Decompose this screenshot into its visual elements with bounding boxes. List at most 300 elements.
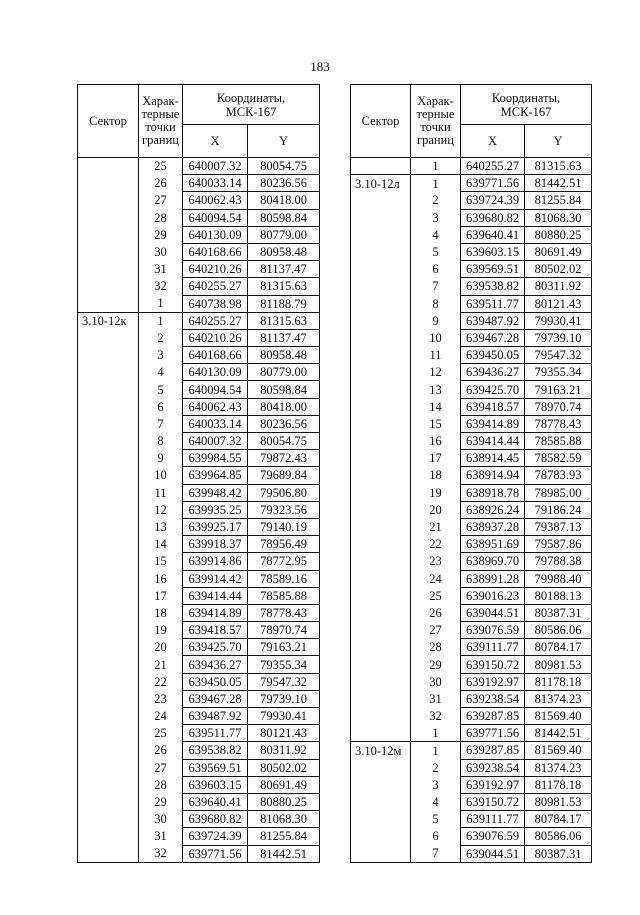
x-coordinate-cell: 638991.28 — [461, 570, 525, 587]
point-number-cell: 28 — [139, 776, 183, 793]
y-coordinate-cell: 79140.19 — [248, 518, 320, 535]
point-number-cell: 1 — [411, 742, 461, 759]
x-coordinate-cell: 639111.77 — [461, 811, 525, 828]
table-row — [351, 381, 592, 398]
point-number-cell: 21 — [411, 518, 461, 535]
x-coordinate-cell: 639150.72 — [461, 793, 525, 810]
x-coordinate-cell: 639414.89 — [461, 415, 525, 432]
y-coordinate-cell: 81315.63 — [248, 278, 320, 295]
x-coordinate-cell: 640168.66 — [183, 243, 248, 260]
point-number-cell: 32 — [411, 708, 461, 725]
y-coordinate-cell: 81569.40 — [525, 742, 592, 759]
header-characteristic-points: Харак- терные точки границ — [411, 85, 461, 158]
table-row — [78, 398, 320, 415]
point-number-cell: 11 — [139, 484, 183, 501]
point-number-cell: 9 — [411, 312, 461, 329]
sector-cell — [351, 759, 411, 776]
x-coordinate-cell: 639603.15 — [461, 243, 525, 260]
table-row — [78, 742, 320, 759]
y-coordinate-cell: 80880.25 — [525, 226, 592, 243]
sector-cell — [78, 209, 139, 226]
table-row — [351, 690, 592, 707]
x-coordinate-cell: 639044.51 — [461, 604, 525, 621]
point-number-cell: 17 — [411, 450, 461, 467]
x-coordinate-cell: 640168.66 — [183, 347, 248, 364]
table-row — [78, 312, 320, 329]
sector-cell — [78, 243, 139, 260]
table-row — [351, 673, 592, 690]
y-coordinate-cell: 79587.86 — [525, 536, 592, 553]
point-number-cell: 17 — [139, 587, 183, 604]
x-coordinate-cell: 639487.92 — [461, 312, 525, 329]
x-coordinate-cell: 639925.17 — [183, 518, 248, 535]
sector-cell — [78, 793, 139, 810]
x-coordinate-cell: 639680.82 — [461, 209, 525, 226]
table-row — [351, 622, 592, 639]
x-coordinate-cell: 638914.45 — [461, 450, 525, 467]
point-number-cell: 2 — [411, 759, 461, 776]
y-coordinate-cell: 80784.17 — [525, 811, 592, 828]
table-row — [78, 158, 320, 175]
sector-cell — [351, 484, 411, 501]
x-coordinate-cell: 640062.43 — [183, 398, 248, 415]
y-coordinate-cell: 81178.18 — [525, 673, 592, 690]
x-coordinate-cell: 639487.92 — [183, 708, 248, 725]
x-coordinate-cell: 639511.77 — [461, 295, 525, 312]
x-coordinate-cell: 639414.89 — [183, 604, 248, 621]
header-coordinates: Координаты, МСК-167 — [461, 85, 592, 125]
x-coordinate-cell: 640007.32 — [183, 158, 248, 175]
sector-cell: 3.10-12л — [351, 175, 411, 192]
header-sector: Сектор — [351, 85, 411, 158]
sector-cell — [78, 381, 139, 398]
sector-cell — [351, 415, 411, 432]
y-coordinate-cell: 81137.47 — [248, 329, 320, 346]
point-number-cell: 7 — [411, 278, 461, 295]
point-number-cell: 11 — [411, 347, 461, 364]
table-row — [351, 759, 592, 776]
x-coordinate-cell: 640033.14 — [183, 175, 248, 192]
table-row — [78, 587, 320, 604]
table-row — [351, 845, 592, 862]
y-coordinate-cell: 80981.53 — [525, 656, 592, 673]
table-row — [78, 484, 320, 501]
table-row — [78, 776, 320, 793]
sector-cell — [78, 639, 139, 656]
y-coordinate-cell: 80958.48 — [248, 243, 320, 260]
table-row — [351, 261, 592, 278]
y-coordinate-cell: 78778.43 — [525, 415, 592, 432]
table-row — [78, 553, 320, 570]
point-number-cell: 18 — [139, 604, 183, 621]
sector-cell — [351, 828, 411, 845]
header-x: X — [461, 125, 525, 158]
sector-cell — [351, 845, 411, 862]
point-number-cell: 20 — [411, 501, 461, 518]
sector-cell — [78, 450, 139, 467]
table-row — [78, 518, 320, 535]
x-coordinate-cell: 639150.72 — [461, 656, 525, 673]
sector-cell — [78, 295, 139, 312]
table-row — [78, 501, 320, 518]
x-coordinate-cell: 638926.24 — [461, 501, 525, 518]
table-row — [78, 673, 320, 690]
x-coordinate-cell: 640255.27 — [183, 312, 248, 329]
sector-cell — [78, 398, 139, 415]
y-coordinate-cell: 81068.30 — [525, 209, 592, 226]
y-coordinate-cell: 80236.56 — [248, 175, 320, 192]
y-coordinate-cell: 81315.63 — [525, 158, 592, 175]
x-coordinate-cell: 639044.51 — [461, 845, 525, 862]
header-sector: Сектор — [78, 85, 139, 158]
header-coordinates: Координаты, МСК-167 — [183, 85, 320, 125]
sector-cell — [78, 622, 139, 639]
x-coordinate-cell: 639771.56 — [461, 175, 525, 192]
x-coordinate-cell: 640094.54 — [183, 381, 248, 398]
table-row — [78, 295, 320, 312]
y-coordinate-cell: 80784.17 — [525, 639, 592, 656]
table-row — [351, 433, 592, 450]
point-number-cell: 23 — [139, 690, 183, 707]
x-coordinate-cell: 639948.42 — [183, 484, 248, 501]
point-number-cell: 3 — [411, 209, 461, 226]
sector-cell — [78, 433, 139, 450]
x-coordinate-cell: 640210.26 — [183, 329, 248, 346]
x-coordinate-cell: 638914.94 — [461, 467, 525, 484]
sector-cell — [78, 536, 139, 553]
point-number-cell: 16 — [139, 570, 183, 587]
y-coordinate-cell: 80958.48 — [248, 347, 320, 364]
point-number-cell: 30 — [411, 673, 461, 690]
y-coordinate-cell: 81442.51 — [525, 175, 592, 192]
y-coordinate-cell: 81137.47 — [248, 261, 320, 278]
sector-cell — [351, 433, 411, 450]
y-coordinate-cell: 80188.13 — [525, 587, 592, 604]
y-coordinate-cell: 78772.95 — [248, 553, 320, 570]
y-coordinate-cell: 81442.51 — [525, 725, 592, 742]
sector-cell — [78, 759, 139, 776]
y-coordinate-cell: 79163.21 — [248, 639, 320, 656]
x-coordinate-cell: 640738.98 — [183, 295, 248, 312]
sector-cell — [78, 261, 139, 278]
x-coordinate-cell: 639680.82 — [183, 811, 248, 828]
point-number-cell: 21 — [139, 656, 183, 673]
table-row — [351, 209, 592, 226]
table-row — [78, 347, 320, 364]
table-row — [351, 398, 592, 415]
point-number-cell: 29 — [139, 793, 183, 810]
point-number-cell: 24 — [411, 570, 461, 587]
y-coordinate-cell: 78783.93 — [525, 467, 592, 484]
sector-cell — [351, 381, 411, 398]
table-row — [78, 278, 320, 295]
sector-cell — [351, 278, 411, 295]
y-coordinate-cell: 80311.92 — [525, 278, 592, 295]
table-row — [351, 243, 592, 260]
table-row — [78, 725, 320, 742]
point-number-cell: 30 — [139, 243, 183, 260]
y-coordinate-cell: 79988.40 — [525, 570, 592, 587]
sector-cell — [351, 261, 411, 278]
sector-cell: 3.10-12к — [78, 312, 139, 329]
x-coordinate-cell: 639238.54 — [461, 690, 525, 707]
point-number-cell: 13 — [139, 518, 183, 535]
table-row — [351, 364, 592, 381]
point-number-cell: 19 — [411, 484, 461, 501]
y-coordinate-cell: 78778.43 — [248, 604, 320, 621]
x-coordinate-cell: 639425.70 — [461, 381, 525, 398]
table-row — [78, 828, 320, 845]
table-row — [351, 347, 592, 364]
table-row — [351, 656, 592, 673]
sector-cell — [351, 793, 411, 810]
table-row — [78, 536, 320, 553]
point-number-cell: 12 — [411, 364, 461, 381]
sector-cell — [351, 553, 411, 570]
y-coordinate-cell: 81255.84 — [525, 192, 592, 209]
y-coordinate-cell: 79547.32 — [525, 347, 592, 364]
sector-cell — [78, 175, 139, 192]
point-number-cell: 26 — [411, 604, 461, 621]
table-row — [78, 329, 320, 346]
table-row — [351, 776, 592, 793]
point-number-cell: 26 — [139, 175, 183, 192]
sector-cell — [78, 742, 139, 759]
coordinates-table-right — [350, 84, 592, 863]
y-coordinate-cell: 81374.23 — [525, 690, 592, 707]
x-coordinate-cell: 639467.28 — [461, 329, 525, 346]
sector-cell — [351, 536, 411, 553]
y-coordinate-cell: 79547.32 — [248, 673, 320, 690]
x-coordinate-cell: 640062.43 — [183, 192, 248, 209]
sector-cell — [78, 415, 139, 432]
table-row — [351, 415, 592, 432]
x-coordinate-cell: 639935.25 — [183, 501, 248, 518]
table-row — [78, 226, 320, 243]
point-number-cell: 24 — [139, 708, 183, 725]
x-coordinate-cell: 639771.56 — [461, 725, 525, 742]
point-number-cell: 3 — [411, 776, 461, 793]
table-row — [351, 278, 592, 295]
y-coordinate-cell: 78956.49 — [248, 536, 320, 553]
sector-cell — [78, 811, 139, 828]
table-row — [78, 381, 320, 398]
table-row — [78, 690, 320, 707]
table-row — [351, 570, 592, 587]
x-coordinate-cell: 639192.97 — [461, 673, 525, 690]
point-number-cell: 15 — [139, 553, 183, 570]
y-coordinate-cell: 80418.00 — [248, 398, 320, 415]
table-row — [351, 518, 592, 535]
y-coordinate-cell: 79739.10 — [525, 329, 592, 346]
y-coordinate-cell: 80981.53 — [525, 793, 592, 810]
table-row — [78, 570, 320, 587]
x-coordinate-cell: 639238.54 — [461, 759, 525, 776]
point-number-cell: 1 — [411, 175, 461, 192]
sector-cell — [351, 158, 411, 175]
table-row — [351, 793, 592, 810]
point-number-cell: 4 — [411, 793, 461, 810]
x-coordinate-cell: 639076.59 — [461, 622, 525, 639]
table-row — [351, 329, 592, 346]
table-row — [78, 243, 320, 260]
x-coordinate-cell: 639418.57 — [461, 398, 525, 415]
table-body-left — [78, 158, 320, 863]
table-row — [351, 467, 592, 484]
sector-cell — [78, 673, 139, 690]
table-row — [351, 312, 592, 329]
sector-cell — [78, 553, 139, 570]
sector-cell — [351, 192, 411, 209]
point-number-cell: 27 — [139, 759, 183, 776]
y-coordinate-cell: 81569.40 — [525, 708, 592, 725]
point-number-cell: 14 — [411, 398, 461, 415]
table-row — [78, 467, 320, 484]
sector-cell — [351, 725, 411, 742]
x-coordinate-cell: 638937.28 — [461, 518, 525, 535]
point-number-cell: 27 — [411, 622, 461, 639]
sector-cell — [351, 329, 411, 346]
table-row — [351, 639, 592, 656]
table-row — [78, 192, 320, 209]
y-coordinate-cell: 80054.75 — [248, 158, 320, 175]
sector-cell — [351, 295, 411, 312]
sector-cell — [78, 845, 139, 862]
y-coordinate-cell: 81442.51 — [248, 845, 320, 862]
sector-cell — [78, 467, 139, 484]
y-coordinate-cell: 80779.00 — [248, 364, 320, 381]
header-y: Y — [525, 125, 592, 158]
point-number-cell: 27 — [139, 192, 183, 209]
sector-cell — [351, 209, 411, 226]
x-coordinate-cell: 639914.86 — [183, 553, 248, 570]
table-row — [351, 295, 592, 312]
point-number-cell: 12 — [139, 501, 183, 518]
point-number-cell: 25 — [411, 587, 461, 604]
sector-cell — [351, 776, 411, 793]
point-number-cell: 25 — [139, 158, 183, 175]
point-number-cell: 31 — [139, 261, 183, 278]
x-coordinate-cell: 639964.85 — [183, 467, 248, 484]
y-coordinate-cell: 78585.88 — [248, 587, 320, 604]
y-coordinate-cell: 79930.41 — [525, 312, 592, 329]
table-row — [78, 175, 320, 192]
y-coordinate-cell: 79930.41 — [248, 708, 320, 725]
table-row — [351, 484, 592, 501]
table-row — [351, 553, 592, 570]
x-coordinate-cell: 639076.59 — [461, 828, 525, 845]
point-number-cell: 30 — [139, 811, 183, 828]
y-coordinate-cell: 80121.43 — [525, 295, 592, 312]
page-number: 183 — [310, 59, 330, 74]
sector-cell — [78, 192, 139, 209]
point-number-cell: 1 — [139, 295, 183, 312]
x-coordinate-cell: 639192.97 — [461, 776, 525, 793]
point-number-cell: 28 — [411, 639, 461, 656]
sector-cell — [78, 604, 139, 621]
point-number-cell: 31 — [139, 828, 183, 845]
sector-cell — [78, 828, 139, 845]
point-number-cell: 5 — [411, 243, 461, 260]
table-row — [351, 192, 592, 209]
point-number-cell: 14 — [139, 536, 183, 553]
point-number-cell: 4 — [139, 364, 183, 381]
header-characteristic-points: Харак- терные точки границ — [139, 85, 183, 158]
y-coordinate-cell: 80502.02 — [525, 261, 592, 278]
sector-cell — [351, 811, 411, 828]
point-number-cell: 13 — [411, 381, 461, 398]
x-coordinate-cell: 640255.27 — [183, 278, 248, 295]
x-coordinate-cell: 639414.44 — [183, 587, 248, 604]
sector-cell — [351, 467, 411, 484]
y-coordinate-cell: 80387.31 — [525, 845, 592, 862]
sector-cell — [78, 484, 139, 501]
table-row — [78, 415, 320, 432]
x-coordinate-cell: 639918.37 — [183, 536, 248, 553]
sector-cell — [351, 347, 411, 364]
point-number-cell: 1 — [139, 312, 183, 329]
x-coordinate-cell: 638969.70 — [461, 553, 525, 570]
y-coordinate-cell: 81188.79 — [248, 295, 320, 312]
x-coordinate-cell: 639467.28 — [183, 690, 248, 707]
sector-cell — [78, 226, 139, 243]
point-number-cell: 20 — [139, 639, 183, 656]
y-coordinate-cell: 79355.34 — [525, 364, 592, 381]
x-coordinate-cell: 640210.26 — [183, 261, 248, 278]
point-number-cell: 32 — [139, 278, 183, 295]
point-number-cell: 1 — [411, 725, 461, 742]
point-number-cell: 6 — [139, 398, 183, 415]
point-number-cell: 29 — [411, 656, 461, 673]
sector-cell — [78, 364, 139, 381]
y-coordinate-cell: 79355.34 — [248, 656, 320, 673]
x-coordinate-cell: 639436.27 — [461, 364, 525, 381]
y-coordinate-cell: 80311.92 — [248, 742, 320, 759]
point-number-cell: 23 — [411, 553, 461, 570]
point-number-cell: 5 — [411, 811, 461, 828]
point-number-cell: 6 — [411, 261, 461, 278]
table-body-right — [351, 158, 592, 863]
point-number-cell: 15 — [411, 415, 461, 432]
x-coordinate-cell: 639511.77 — [183, 725, 248, 742]
table-row — [351, 604, 592, 621]
sector-cell — [351, 639, 411, 656]
y-coordinate-cell: 80598.84 — [248, 381, 320, 398]
table-row — [351, 708, 592, 725]
sector-cell — [78, 158, 139, 175]
sector-cell — [78, 587, 139, 604]
sector-cell — [78, 708, 139, 725]
y-coordinate-cell: 78585.88 — [525, 433, 592, 450]
table-row — [78, 209, 320, 226]
x-coordinate-cell: 640094.54 — [183, 209, 248, 226]
point-number-cell: 4 — [411, 226, 461, 243]
x-coordinate-cell: 639414.44 — [461, 433, 525, 450]
y-coordinate-cell: 80418.00 — [248, 192, 320, 209]
header-y: Y — [248, 125, 320, 158]
sector-cell — [351, 622, 411, 639]
sector-cell — [351, 708, 411, 725]
point-number-cell: 2 — [139, 329, 183, 346]
point-number-cell: 22 — [411, 536, 461, 553]
x-coordinate-cell: 639287.85 — [461, 742, 525, 759]
table-row — [351, 536, 592, 553]
sector-cell — [78, 656, 139, 673]
y-coordinate-cell: 79689.84 — [248, 467, 320, 484]
table-row — [78, 759, 320, 776]
table-row — [351, 587, 592, 604]
table-row — [78, 639, 320, 656]
